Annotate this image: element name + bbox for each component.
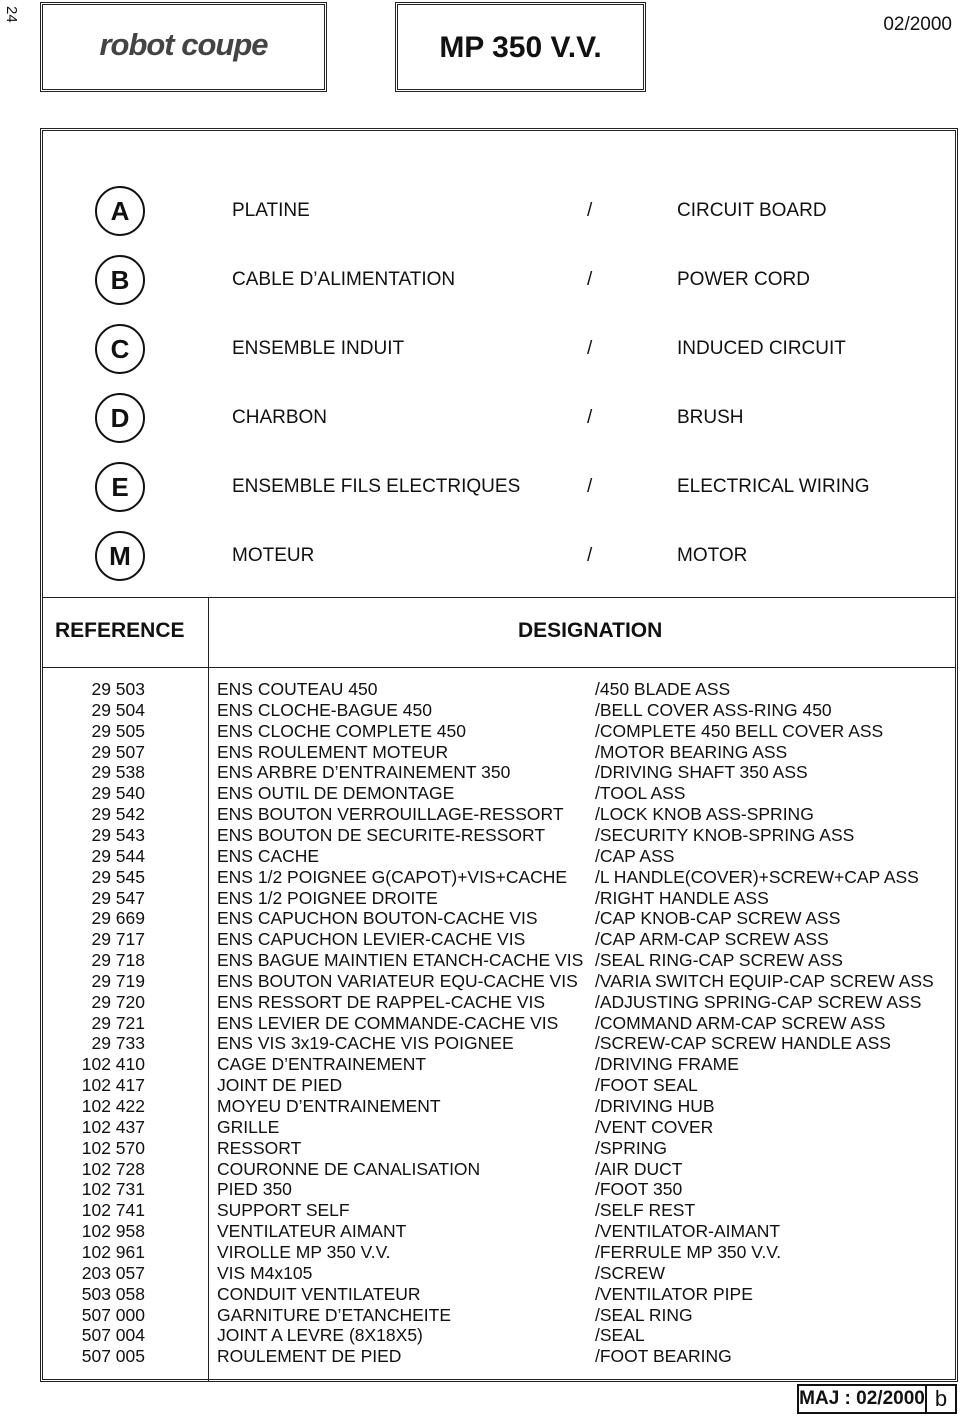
part-designation-french: COURONNE DE CANALISATION: [217, 1158, 481, 1179]
legend-separator: /: [587, 407, 593, 428]
legend-french: CHARBON: [232, 407, 328, 428]
part-designation-french: ENS LEVIER DE COMMANDE-CACHE VIS: [217, 1012, 559, 1033]
revision-letter: b: [927, 1384, 957, 1414]
part-reference: 29 721: [91, 1012, 145, 1033]
part-designation-french: ENS CAPUCHON BOUTON-CACHE VIS: [217, 908, 538, 929]
part-designation-french: ENS BOUTON DE SECURITE-RESSORT: [217, 824, 546, 845]
part-designation-english: /TOOL ASS: [595, 783, 686, 804]
table-row: [3, 929, 960, 950]
part-designation-french: ENS CAPUCHON LEVIER-CACHE VIS: [217, 929, 526, 950]
part-designation-english: /DRIVING SHAFT 350 ASS: [595, 762, 808, 783]
part-reference: 29 719: [91, 970, 145, 991]
part-designation-english: /VENTILATOR PIPE: [595, 1283, 753, 1304]
legend-separator: /: [587, 269, 593, 290]
part-reference: 29 538: [91, 762, 145, 783]
table-row: [3, 1075, 960, 1096]
table-row: [3, 825, 960, 846]
table-row: [3, 1284, 960, 1305]
table-row: [3, 1117, 960, 1138]
parts-table-body: [3, 3, 960, 1421]
part-designation-english: /MOTOR BEARING ASS: [595, 741, 788, 762]
part-designation-french: ENS CLOCHE-BAGUE 450: [217, 699, 432, 720]
table-row: [3, 950, 960, 971]
part-reference: 29 717: [91, 929, 145, 950]
table-row: [3, 1263, 960, 1284]
part-designation-french: MOYEU D’ENTRAINEMENT: [217, 1096, 441, 1116]
part-designation-french: ENS ROULEMENT MOTEUR: [217, 741, 449, 762]
part-designation-english: /RIGHT HANDLE ASS: [595, 887, 769, 908]
part-designation-french: JOINT DE PIED: [217, 1075, 343, 1096]
part-designation-english: /SEAL: [595, 1325, 645, 1346]
part-reference: 102 728: [81, 1158, 145, 1179]
page-number: 24: [3, 6, 20, 23]
part-designation-english: /SECURITY KNOB-SPRING ASS: [595, 824, 855, 845]
part-designation-english: /450 BLADE ASS: [595, 679, 731, 699]
part-reference: 102 958: [81, 1221, 145, 1242]
legend-letter-badge: C: [95, 324, 145, 374]
legend-english: CIRCUIT BOARD: [677, 200, 827, 221]
table-row: [3, 1346, 960, 1367]
legend-letter-badge: E: [95, 462, 145, 512]
part-reference: 29 544: [91, 845, 145, 866]
part-reference: 102 961: [81, 1241, 145, 1262]
part-designation-french: ROULEMENT DE PIED: [217, 1346, 402, 1367]
table-row: [3, 867, 960, 888]
part-designation-english: /CAP ARM-CAP SCREW ASS: [595, 929, 829, 950]
main-frame: [40, 128, 958, 1382]
legend-separator: /: [587, 338, 593, 359]
part-designation-english: /COMMAND ARM-CAP SCREW ASS: [595, 1012, 886, 1033]
legend-english: MOTOR: [677, 545, 748, 566]
part-designation-english: /CAP ASS: [595, 845, 675, 866]
part-reference: 507 005: [81, 1346, 145, 1367]
table-row: [3, 1054, 960, 1075]
table-row: [3, 1325, 960, 1346]
table-row: [3, 1242, 960, 1263]
model-title: MP 350 V.V.: [439, 31, 602, 64]
legend-french: MOTEUR: [232, 545, 315, 566]
part-designation-english: /COMPLETE 450 BELL COVER ASS: [595, 720, 884, 741]
part-reference: 29 542: [91, 804, 145, 825]
table-row: [3, 1096, 960, 1117]
part-designation-english: /DRIVING FRAME: [595, 1054, 739, 1075]
part-designation-english: /AIR DUCT: [595, 1158, 683, 1179]
table-row: [3, 742, 960, 763]
part-designation-english: /SELF REST: [595, 1200, 696, 1221]
part-designation-french: VIS M4x105: [217, 1262, 313, 1283]
legend-english: ELECTRICAL WIRING: [677, 476, 870, 497]
part-reference: 29 545: [91, 866, 145, 887]
part-designation-french: ENS ARBRE D’ENTRAINEMENT 350: [217, 762, 511, 783]
part-reference: 29 503: [91, 679, 145, 699]
table-row: [3, 1138, 960, 1159]
legend-letter-badge: D: [95, 393, 145, 443]
legend-french: ENSEMBLE INDUIT: [232, 338, 405, 359]
part-designation-french: ENS BOUTON VERROUILLAGE-RESSORT: [217, 804, 564, 825]
revision-date: MAJ : 02/2000: [797, 1384, 927, 1414]
part-designation-english: /BELL COVER ASS-RING 450: [595, 699, 832, 720]
legend-french: ENSEMBLE FILS ELECTRIQUES: [232, 476, 521, 497]
legend-separator: /: [587, 476, 593, 497]
table-row: [3, 908, 960, 929]
legend-separator: /: [587, 545, 593, 566]
part-reference: 29 718: [91, 950, 145, 971]
table-row: [3, 1179, 960, 1200]
part-designation-french: GRILLE: [217, 1116, 280, 1137]
part-designation-french: ENS 1/2 POIGNEE DROITE: [217, 887, 438, 908]
part-reference: 102 422: [81, 1096, 145, 1116]
table-row: [3, 721, 960, 742]
part-designation-french: ENS RESSORT DE RAPPEL-CACHE VIS: [217, 991, 546, 1012]
part-designation-french: GARNITURE D’ETANCHEITE: [217, 1304, 451, 1325]
part-reference: 102 741: [81, 1200, 145, 1221]
part-designation-english: /VENTILATOR-AIMANT: [595, 1221, 781, 1242]
table-row: [3, 1200, 960, 1221]
part-designation-french: ENS OUTIL DE DEMONTAGE: [217, 783, 455, 804]
part-designation-english: /ADJUSTING SPRING-CAP SCREW ASS: [595, 991, 922, 1012]
part-designation-english: /FOOT SEAL: [595, 1075, 698, 1096]
document-date: 02/2000: [883, 14, 952, 35]
part-reference: 29 540: [91, 783, 145, 804]
part-reference: 29 669: [91, 908, 145, 929]
table-row: [3, 762, 960, 783]
legend-separator: /: [587, 200, 593, 221]
part-designation-english: /L HANDLE(COVER)+SCREW+CAP ASS: [595, 866, 919, 887]
part-designation-french: JOINT A LEVRE (8X18X5): [217, 1325, 423, 1346]
table-row: [3, 783, 960, 804]
part-reference: 102 731: [81, 1179, 145, 1200]
part-designation-french: ENS COUTEAU 450: [217, 679, 378, 699]
legend-letter-badge: B: [95, 255, 145, 305]
part-reference: 29 504: [91, 699, 145, 720]
part-reference: 102 417: [81, 1075, 145, 1096]
table-row: [3, 992, 960, 1013]
part-designation-english: /VENT COVER: [595, 1116, 714, 1137]
part-designation-french: VENTILATEUR AIMANT: [217, 1221, 407, 1242]
part-reference: 102 437: [81, 1116, 145, 1137]
part-designation-english: /FOOT 350: [595, 1179, 683, 1200]
part-designation-english: /SEAL RING: [595, 1304, 693, 1325]
table-row: [3, 1221, 960, 1242]
table-row: [3, 1013, 960, 1034]
part-reference: 29 720: [91, 991, 145, 1012]
part-designation-french: ENS BOUTON VARIATEUR EQU-CACHE VIS: [217, 970, 578, 991]
part-designation-english: /SEAL RING-CAP SCREW ASS: [595, 950, 843, 971]
part-designation-english: /SCREW: [595, 1262, 665, 1283]
part-reference: 203 057: [81, 1262, 145, 1283]
legend-french: CABLE D’ALIMENTATION: [232, 269, 456, 290]
part-designation-english: /SPRING: [595, 1137, 667, 1158]
part-designation-french: ENS 1/2 POIGNEE G(CAPOT)+VIS+CACHE: [217, 866, 568, 887]
part-designation-french: CAGE D’ENTRAINEMENT: [217, 1054, 427, 1075]
part-designation-english: /DRIVING HUB: [595, 1096, 715, 1116]
legend-french: PLATINE: [232, 200, 310, 221]
legend-english: INDUCED CIRCUIT: [677, 338, 846, 359]
designation-header: DESIGNATION: [518, 619, 663, 642]
part-reference: 507 004: [81, 1325, 145, 1346]
part-designation-english: /FERRULE MP 350 V.V.: [595, 1241, 782, 1262]
table-row: [3, 846, 960, 867]
part-reference: 102 570: [81, 1137, 145, 1158]
part-designation-french: PIED 350: [217, 1179, 292, 1200]
table-row: [3, 1305, 960, 1326]
part-designation-english: /SCREW-CAP SCREW HANDLE ASS: [595, 1033, 891, 1054]
part-designation-english: /LOCK KNOB ASS-SPRING: [595, 804, 814, 825]
table-row: [3, 1033, 960, 1054]
reference-header: REFERENCE: [55, 619, 185, 642]
part-reference: 29 507: [91, 741, 145, 762]
legend-english: POWER CORD: [677, 269, 810, 290]
part-reference: 503 058: [81, 1283, 145, 1304]
part-designation-english: /VARIA SWITCH EQUIP-CAP SCREW ASS: [595, 970, 934, 991]
table-row: [3, 804, 960, 825]
table-row: [3, 1159, 960, 1180]
legend-letter-badge: A: [95, 186, 145, 236]
part-designation-french: VIROLLE MP 350 V.V.: [217, 1241, 391, 1262]
part-reference: 29 547: [91, 887, 145, 908]
part-reference: 29 543: [91, 824, 145, 845]
part-designation-french: CONDUIT VENTILATEUR: [217, 1283, 421, 1304]
legend-english: BRUSH: [677, 407, 744, 428]
part-reference: 29 733: [91, 1033, 145, 1054]
part-designation-french: ENS CACHE: [217, 845, 320, 866]
part-designation-french: ENS BAGUE MAINTIEN ETANCH-CACHE VIS: [217, 950, 584, 971]
part-designation-french: ENS VIS 3x19-CACHE VIS POIGNEE: [217, 1033, 514, 1054]
table-row: [3, 971, 960, 992]
part-designation-french: SUPPORT SELF: [217, 1200, 350, 1221]
legend-letter-badge: M: [95, 531, 145, 581]
part-designation-french: RESSORT: [217, 1137, 302, 1158]
part-reference: 507 000: [81, 1304, 145, 1325]
brand-name: robot coupe: [99, 27, 268, 62]
part-designation-english: /CAP KNOB-CAP SCREW ASS: [595, 908, 841, 929]
table-row: [3, 888, 960, 909]
part-designation-french: ENS CLOCHE COMPLETE 450: [217, 720, 466, 741]
table-row: [3, 679, 960, 700]
table-row: [3, 700, 960, 721]
part-reference: 102 410: [81, 1054, 145, 1075]
part-reference: 29 505: [91, 720, 145, 741]
part-designation-english: /FOOT BEARING: [595, 1346, 732, 1367]
